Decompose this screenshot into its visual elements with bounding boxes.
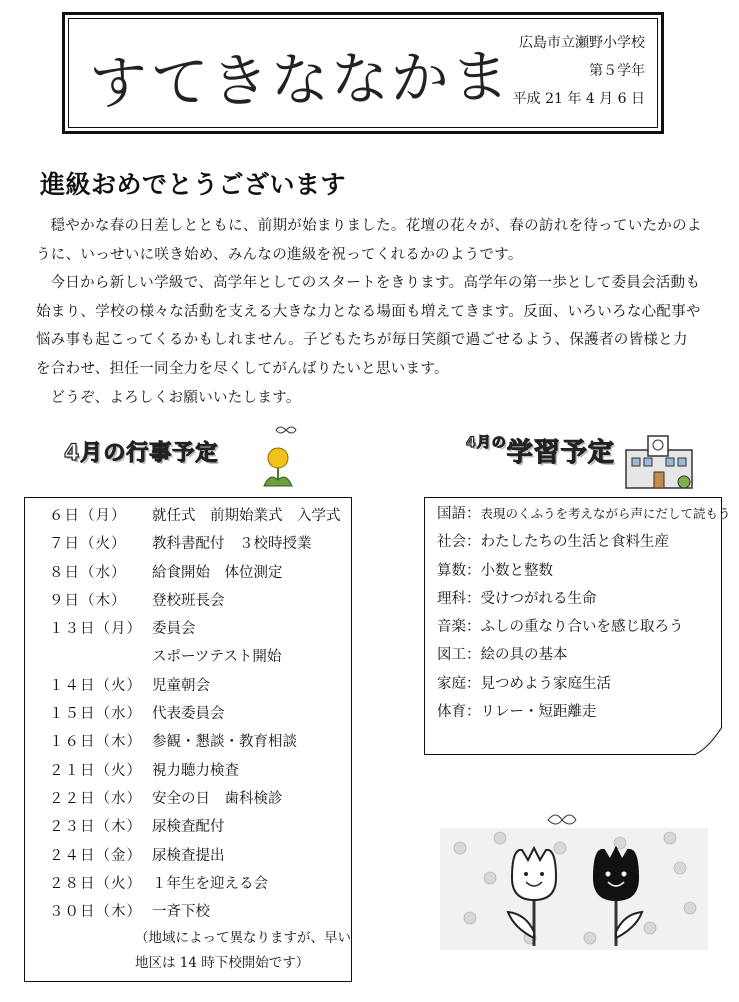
event-date: ２３日（木） xyxy=(49,819,142,836)
event-text: 給食開始 体位測定 xyxy=(152,564,283,581)
event-item xyxy=(49,530,351,558)
event-date: ２１日（火） xyxy=(49,762,142,779)
event-item xyxy=(49,813,351,841)
intro-text xyxy=(36,212,702,412)
event-item xyxy=(49,643,351,671)
header-inner-border xyxy=(68,18,658,128)
event-item xyxy=(49,785,351,813)
event-text: １年生を迎える会 xyxy=(152,875,268,892)
event-text: 登校班長会 xyxy=(152,592,225,609)
school-building-icon xyxy=(624,432,694,490)
study-item xyxy=(437,641,721,669)
study-title-month: 4月の xyxy=(466,435,507,451)
event-text: 委員会 xyxy=(152,621,196,638)
event-date: ２８日（火） xyxy=(49,875,142,892)
intro-paragraph-2: 今日から新しい学級で、高学年としてのスタートをきります。高学年の第一歩として委員会活動も始まり、学校の様々な活動を支える大きな力となる場面も増えてきます。反面、いろいろな心配事や悩み事も起こってくるかもしれません。子どもたちが毎日笑顔で過ごせるよう、保護者の皆様と力を合わせ、担任一同全力を尽くしてがんばりたいと思います。 xyxy=(36,275,701,377)
events-title-rest: の行事予定 xyxy=(103,441,219,466)
study-item xyxy=(437,585,721,613)
study-topic: 小数と整数 xyxy=(480,562,553,579)
newsletter-title: すてきななかま xyxy=(88,42,512,118)
dandelion-icon xyxy=(256,424,306,488)
header-box xyxy=(62,12,664,134)
study-item xyxy=(437,670,721,698)
event-item xyxy=(49,870,351,898)
study-item xyxy=(437,613,721,641)
event-date: １６日（木） xyxy=(49,734,142,751)
study-item xyxy=(437,528,721,556)
event-text: 教科書配付 ３校時授業 xyxy=(152,536,312,553)
study-topic: 絵の具の基本 xyxy=(480,647,568,664)
study-subject: 算数： xyxy=(437,562,481,579)
header-meta xyxy=(513,29,645,113)
event-text: 尿検査配付 xyxy=(152,819,225,836)
event-date: ６日（月） xyxy=(49,508,127,524)
study-subject: 理科： xyxy=(437,590,481,607)
event-date: １３日（月） xyxy=(49,621,142,638)
page-curl-icon xyxy=(694,727,724,757)
intro-paragraph-1: 穏やかな春の日差しとともに、前期が始まりました。花壇の花々が、春の訪れを待っていたかのように、いっせいに咲き始め、みんなの進級を祝ってくれるかのようです。 xyxy=(36,218,702,263)
study-box xyxy=(424,497,731,755)
tulips-illustration xyxy=(440,808,708,950)
events-note: （地域によって異なりますが、早い地区は 14 時下校開始です） xyxy=(135,930,351,972)
event-date: ８日（水） xyxy=(49,564,127,581)
event-item xyxy=(49,502,351,530)
event-text: 就任式 前期始業式 入学式 xyxy=(152,508,341,524)
event-text: 尿検査提出 xyxy=(152,847,225,864)
event-item xyxy=(49,842,351,870)
event-date: ２２日（水） xyxy=(49,790,142,807)
event-item xyxy=(49,757,351,785)
event-text: 参観・懇談・教育相談 xyxy=(152,734,297,751)
event-item xyxy=(49,898,351,926)
events-list xyxy=(25,498,351,976)
study-section-title xyxy=(466,432,615,469)
event-text: スポーツテスト開始 xyxy=(152,649,282,666)
study-item xyxy=(437,500,731,528)
events-title-month: 4月 xyxy=(64,441,104,466)
event-date: ９日（木） xyxy=(49,592,127,609)
study-topic: 受けつがれる生命 xyxy=(480,590,597,607)
event-item xyxy=(49,559,351,587)
event-item xyxy=(49,615,351,643)
study-topic: 見つめよう家庭生活 xyxy=(480,675,611,692)
headline: 進級おめでとうございます xyxy=(40,170,347,199)
study-subject: 体育： xyxy=(437,704,481,721)
event-date: ２４日（金） xyxy=(49,847,142,864)
study-topic: リレー・短距離走 xyxy=(480,704,597,721)
events-section-title xyxy=(64,436,218,467)
school-name: 広島市立瀬野小学校 xyxy=(519,35,645,51)
intro-paragraph-3: どうぞ、よろしくお願いいたします。 xyxy=(50,389,301,406)
event-text: 安全の日 歯科検診 xyxy=(152,790,283,807)
event-text: 一斉下校 xyxy=(152,904,210,921)
events-box xyxy=(24,497,352,982)
event-text: 視力聴力検査 xyxy=(152,762,239,779)
study-item xyxy=(437,698,721,726)
study-topic: ふしの重なり合いを感じ取ろう xyxy=(480,619,684,636)
study-item xyxy=(437,557,721,585)
study-subject: 音楽： xyxy=(437,619,481,636)
study-subject: 社会： xyxy=(437,534,481,551)
study-title-rest: 学習予定 xyxy=(506,438,615,468)
event-item xyxy=(49,672,351,700)
study-topic: 表現のくふうを考えながら声にだして読もう xyxy=(480,506,731,521)
event-item xyxy=(49,700,351,728)
study-topic: わたしたちの生活と食料生産 xyxy=(480,534,669,551)
issue-date: 平成 21 年 4 月 6 日 xyxy=(512,91,645,107)
study-subject: 図工： xyxy=(437,647,481,664)
event-item xyxy=(49,587,351,615)
event-date: ７日（火） xyxy=(49,536,127,553)
study-subject: 国語： xyxy=(437,506,481,522)
event-date: ３０日（木） xyxy=(49,904,142,921)
event-date: １５日（水） xyxy=(49,706,142,723)
grade: 第５学年 xyxy=(589,63,645,79)
study-list xyxy=(425,498,731,726)
event-text: 児童朝会 xyxy=(152,677,210,694)
event-date: １４日（火） xyxy=(49,677,142,694)
event-item xyxy=(49,728,351,756)
study-subject: 家庭： xyxy=(437,675,481,692)
event-text: 代表委員会 xyxy=(152,706,225,723)
